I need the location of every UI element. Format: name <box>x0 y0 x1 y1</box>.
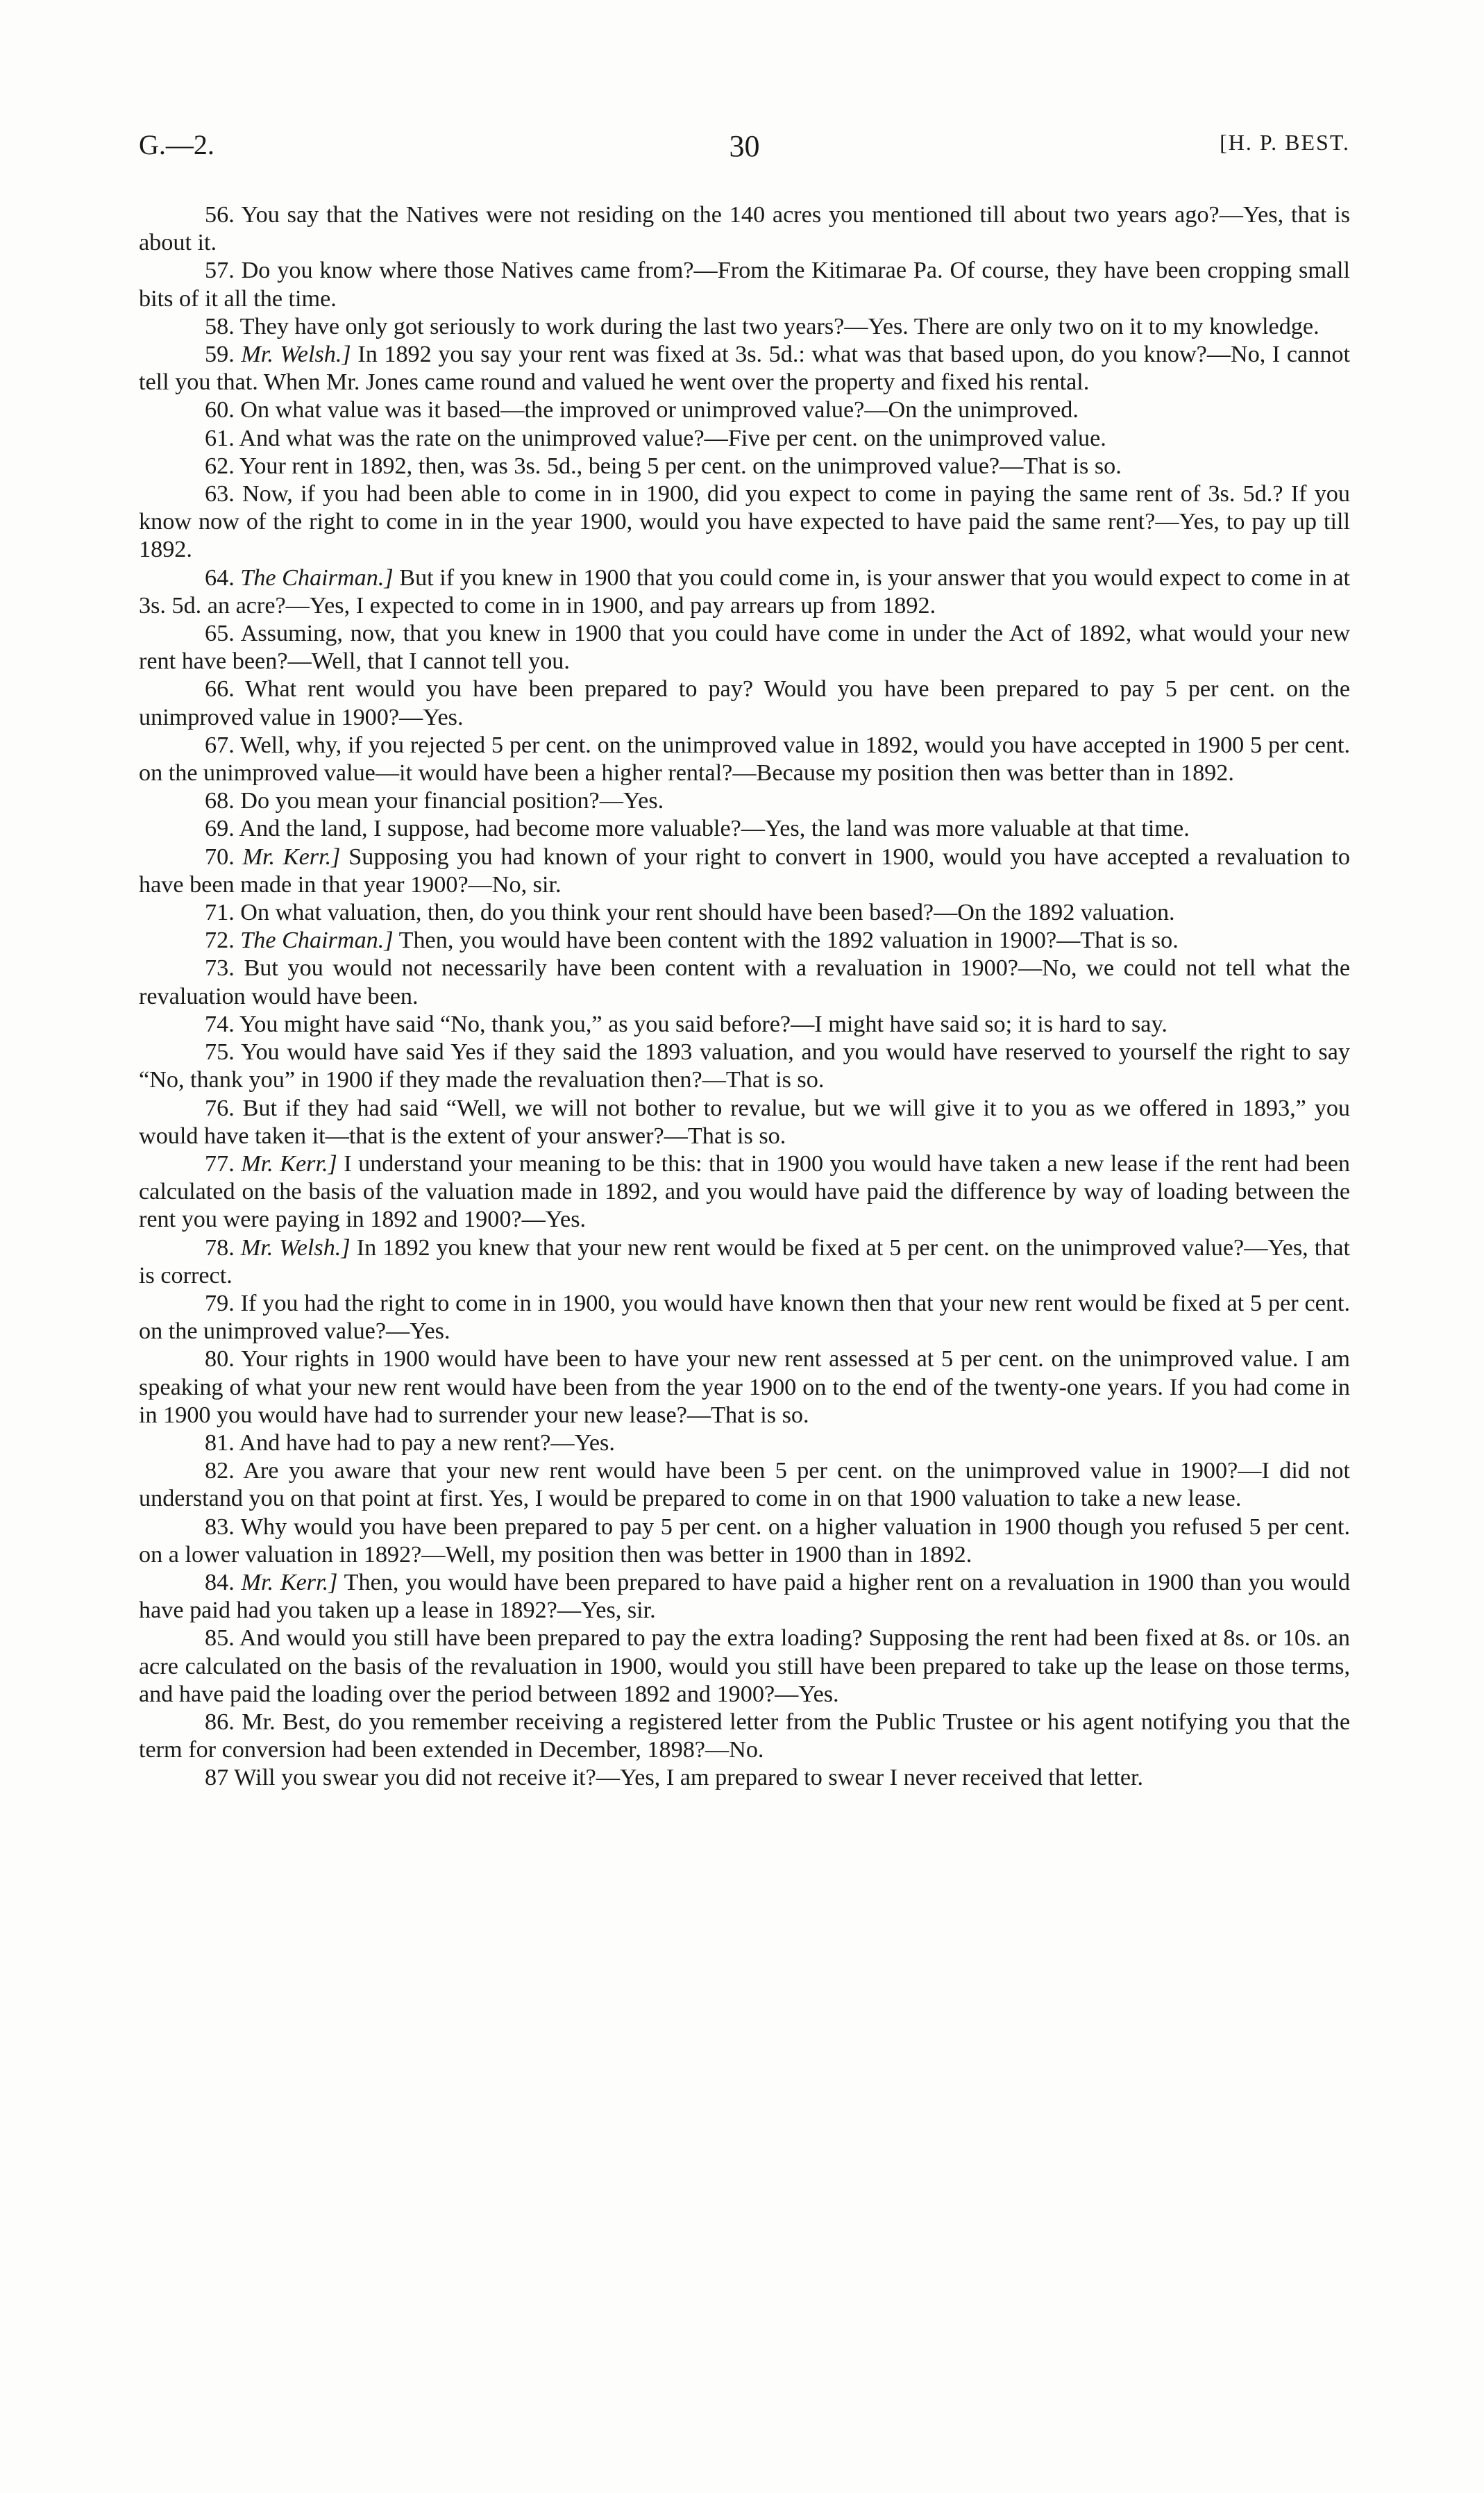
question-number: 77. <box>205 1150 235 1177</box>
question-number: 69. <box>205 816 235 842</box>
question-answer-text: And what was the rate on the unimproved value?—Five per cent. on the unimproved value. <box>239 425 1106 451</box>
question-answer-text: What rent would you have been prepared to pay? Would you have been prepared to pay 5 per cent. on the unimproved value in 1900?—Yes. <box>139 676 1350 730</box>
speaker-label: Mr. Welsh.] <box>241 342 351 368</box>
testimony-paragraph <box>139 564 1350 620</box>
question-number: 64. <box>205 564 235 591</box>
question-answer-text: On what value was it based—the improved or unimproved value?—On the unimproved. <box>240 397 1079 423</box>
question-answer-text: Then, you would have been prepared to have paid a higher rent on a revaluation in 1900 than you would have paid had you taken up a lease in 1892?—Yes, sir. <box>139 1569 1350 1624</box>
question-number: 57. <box>205 258 235 284</box>
question-number: 81. <box>205 1429 235 1456</box>
testimony-paragraph <box>139 396 1350 424</box>
question-answer-text: But if you knew in 1900 that you could come in, is your answer that you would expect to come in at 3s. 5d. an acre?—Yes, I expected to come in in 1900, and pay arrears up from 1892. <box>139 564 1351 619</box>
question-number: 67. <box>205 732 235 758</box>
question-number: 82. <box>205 1458 235 1484</box>
testimony-paragraph <box>139 732 1350 787</box>
question-answer-text: You say that the Natives were not residing on the 140 acres you mentioned till about two years ago?—Yes, that is about it. <box>139 202 1351 256</box>
testimony-body <box>139 201 1350 1793</box>
speaker-label: Mr. Welsh.] <box>240 1234 351 1261</box>
speaker-label: Mr. Kerr.] <box>241 1569 338 1595</box>
speaker-label: The Chairman.] <box>240 927 394 954</box>
speaker-label: Mr. Kerr.] <box>241 1150 337 1177</box>
question-answer-text: And would you still have been prepared to pay the extra loading? Supposing the rent had been fixed at 8s. or 10s. an acre calculated on the basis of the revaluation in 1900, would you still have been prepared to take up the lease on those terms, and have paid the loading over the period between 1892 and 1900?—Yes. <box>139 1625 1350 1707</box>
question-answer-text: On what valuation, then, do you think your rent should have been based?—On the 1892 valuation. <box>240 900 1175 926</box>
testimony-paragraph <box>139 1457 1350 1513</box>
question-number: 56. <box>205 202 235 228</box>
testimony-paragraph <box>139 201 1350 257</box>
testimony-paragraph <box>139 1095 1350 1150</box>
question-number: 80. <box>205 1346 235 1373</box>
question-answer-text: Why would you have been prepared to pay 5 per cent. on a higher valuation in 1900 though you refused 5 per cent. on a lower valuation in 1892?—Well, my position then was better in 1900 than in 1892. <box>139 1513 1350 1568</box>
testimony-paragraph <box>139 480 1350 564</box>
testimony-paragraph <box>139 257 1350 312</box>
question-number: 75. <box>205 1039 235 1066</box>
testimony-paragraph <box>139 1429 1350 1457</box>
speaker-label: The Chairman.] <box>240 564 394 591</box>
testimony-paragraph <box>139 1709 1350 1764</box>
testimony-paragraph <box>139 1290 1350 1345</box>
question-number: 60. <box>205 397 235 423</box>
testimony-paragraph <box>139 1569 1350 1625</box>
question-number: 61. <box>205 425 235 451</box>
question-number: 85. <box>205 1625 235 1652</box>
testimony-paragraph <box>139 1345 1350 1429</box>
question-number: 71. <box>205 900 235 926</box>
question-answer-text: You might have said “No, thank you,” as you said before?—I might have said so; it is hard to say. <box>239 1011 1167 1037</box>
testimony-paragraph <box>139 620 1350 675</box>
testimony-paragraph <box>139 341 1350 396</box>
question-answer-text: Will you swear you did not receive it?—Yes, I am prepared to swear I never received that letter. <box>234 1765 1144 1791</box>
testimony-paragraph <box>139 1150 1350 1234</box>
testimony-paragraph <box>139 1234 1350 1290</box>
testimony-paragraph <box>139 453 1350 480</box>
testimony-paragraph <box>139 927 1350 955</box>
question-number: 73. <box>205 955 235 982</box>
speaker-label: Mr. Kerr.] <box>242 843 341 870</box>
question-answer-text: Assuming, now, that you knew in 1900 that you could have come in under the Act of 1892, what would your new rent have been?—Well, that I cannot tell you. <box>139 621 1351 675</box>
testimony-paragraph <box>139 1039 1350 1094</box>
question-answer-text: Now, if you had been able to come in in 1900, did you expect to come in paying the same rent of 3s. 5d.? If you know now of the right to come in in the year 1900, would you have expected to have paid the same rent?—Yes, to pay up till 1892. <box>139 481 1350 563</box>
page-header <box>139 128 1350 170</box>
question-answer-text: Mr. Best, do you remember receiving a registered letter from the Public Trustee or his agent notifying you that the term for conversion had been extended in December, 1898?—No. <box>139 1709 1351 1763</box>
question-number: 58. <box>205 313 235 339</box>
question-answer-text: Your rights in 1900 would have been to have your new rent assessed at 5 per cent. on the unimproved value. I am speaking of what your new rent would have been from the year 1900 on to the end of the twenty-one years. If you had come in in 1900 you would have had to surrender your new lease?—That is so. <box>139 1346 1350 1428</box>
testimony-paragraph <box>139 313 1350 341</box>
question-answer-text: Well, why, if you rejected 5 per cent. on the unimproved value in 1892, would you have accepted in 1900 5 per cent. on the unimproved value—it would have been a higher rental?—Because my position then was better than in 1892. <box>139 732 1350 787</box>
testimony-paragraph <box>139 815 1350 843</box>
page-number: 30 <box>729 129 760 163</box>
question-number: 84. <box>205 1569 235 1595</box>
question-number: 86. <box>205 1709 235 1735</box>
question-number: 66. <box>205 676 235 703</box>
question-answer-text: If you had the right to come in in 1900, you would have known then that your new rent would be fixed at 5 per cent. on the unimproved value?—Yes. <box>139 1290 1350 1345</box>
testimony-paragraph <box>139 843 1350 899</box>
question-number: 59. <box>205 342 235 368</box>
question-answer-text: Are you aware that your new rent would have been 5 per cent. on the unimproved value in 1900?—I did not understand you on that point at first. Yes, I would be prepared to come in on that 1900 valuation to take a new lease. <box>139 1458 1350 1512</box>
question-number: 63. <box>205 481 235 507</box>
testimony-paragraph <box>139 1764 1350 1792</box>
question-answer-text: Your rent in 1892, then, was 3s. 5d., being 5 per cent. on the unimproved value?—That is so. <box>239 453 1122 479</box>
question-answer-text: Supposing you had known of your right to convert in 1900, would you have accepted a revaluation to have been made in that year 1900?—No, sir. <box>139 843 1350 898</box>
question-number: 79. <box>205 1290 235 1316</box>
question-number: 70. <box>205 843 235 870</box>
question-answer-text: In 1892 you say your rent was fixed at 3s. 5d.: what was that based upon, do you know?—No, I cannot tell you that. When Mr. Jones came round and valued he went over the property and fixed his rental. <box>139 342 1351 396</box>
testimony-paragraph <box>139 955 1350 1010</box>
question-answer-text: I understand your meaning to be this: that in 1900 you would have taken a new lease if the rent had been calculated on the basis of the valuation made in 1892, and you would have paid the difference by way of loading between the rent you were paying in 1892 and 1900?—Yes. <box>139 1150 1351 1233</box>
question-answer-text: In 1892 you knew that your new rent would be fixed at 5 per cent. on the unimproved value?—Yes, that is correct. <box>139 1234 1350 1289</box>
question-answer-text: Do you mean your financial position?—Yes. <box>240 788 664 814</box>
testimony-paragraph <box>139 1625 1350 1709</box>
question-answer-text: Do you know where those Natives came from?—From the Kitimarae Pa. Of course, they have been cropping small bits of it all the time. <box>139 258 1351 312</box>
question-number: 83. <box>205 1513 235 1540</box>
question-answer-text: Then, you would have been content with the 1892 valuation in 1900?—That is so. <box>398 927 1179 954</box>
testimony-paragraph <box>139 425 1350 453</box>
witness-name: [H. P. BEST. <box>1220 130 1350 155</box>
testimony-paragraph <box>139 1011 1350 1039</box>
question-answer-text: And have had to pay a new rent?—Yes. <box>239 1429 615 1456</box>
question-number: 76. <box>205 1095 235 1121</box>
question-answer-text: You would have said Yes if they said the 1893 valuation, and you would have reserved to yourself the right to say “No, thank you” in 1900 if they made the revaluation then?—That is so. <box>139 1039 1351 1093</box>
testimony-paragraph <box>139 675 1350 731</box>
question-answer-text: And the land, I suppose, had become more valuable?—Yes, the land was more valuable at that time. <box>239 816 1190 842</box>
question-number: 68. <box>205 788 235 814</box>
testimony-paragraph <box>139 899 1350 927</box>
testimony-paragraph <box>139 787 1350 815</box>
question-number: 87 <box>205 1765 229 1791</box>
question-answer-text: But you would not necessarily have been content with a revaluation in 1900?—No, we could not tell what the revaluation would have been. <box>139 955 1351 1009</box>
question-number: 62. <box>205 453 235 479</box>
question-number: 65. <box>205 621 235 647</box>
question-number: 74. <box>205 1011 235 1037</box>
question-answer-text: They have only got seriously to work during the last two years?—Yes. There are only two on it to my knowledge. <box>239 313 1319 339</box>
question-answer-text: But if they had said “Well, we will not bother to revalue, but we will give it to you as we offered in 1893,” you would have taken it—that is the extent of your answer?—That is so. <box>139 1095 1351 1149</box>
question-number: 78. <box>205 1234 235 1261</box>
question-number: 72. <box>205 927 235 954</box>
series-code: G.—2. <box>139 129 214 160</box>
testimony-paragraph <box>139 1513 1350 1569</box>
